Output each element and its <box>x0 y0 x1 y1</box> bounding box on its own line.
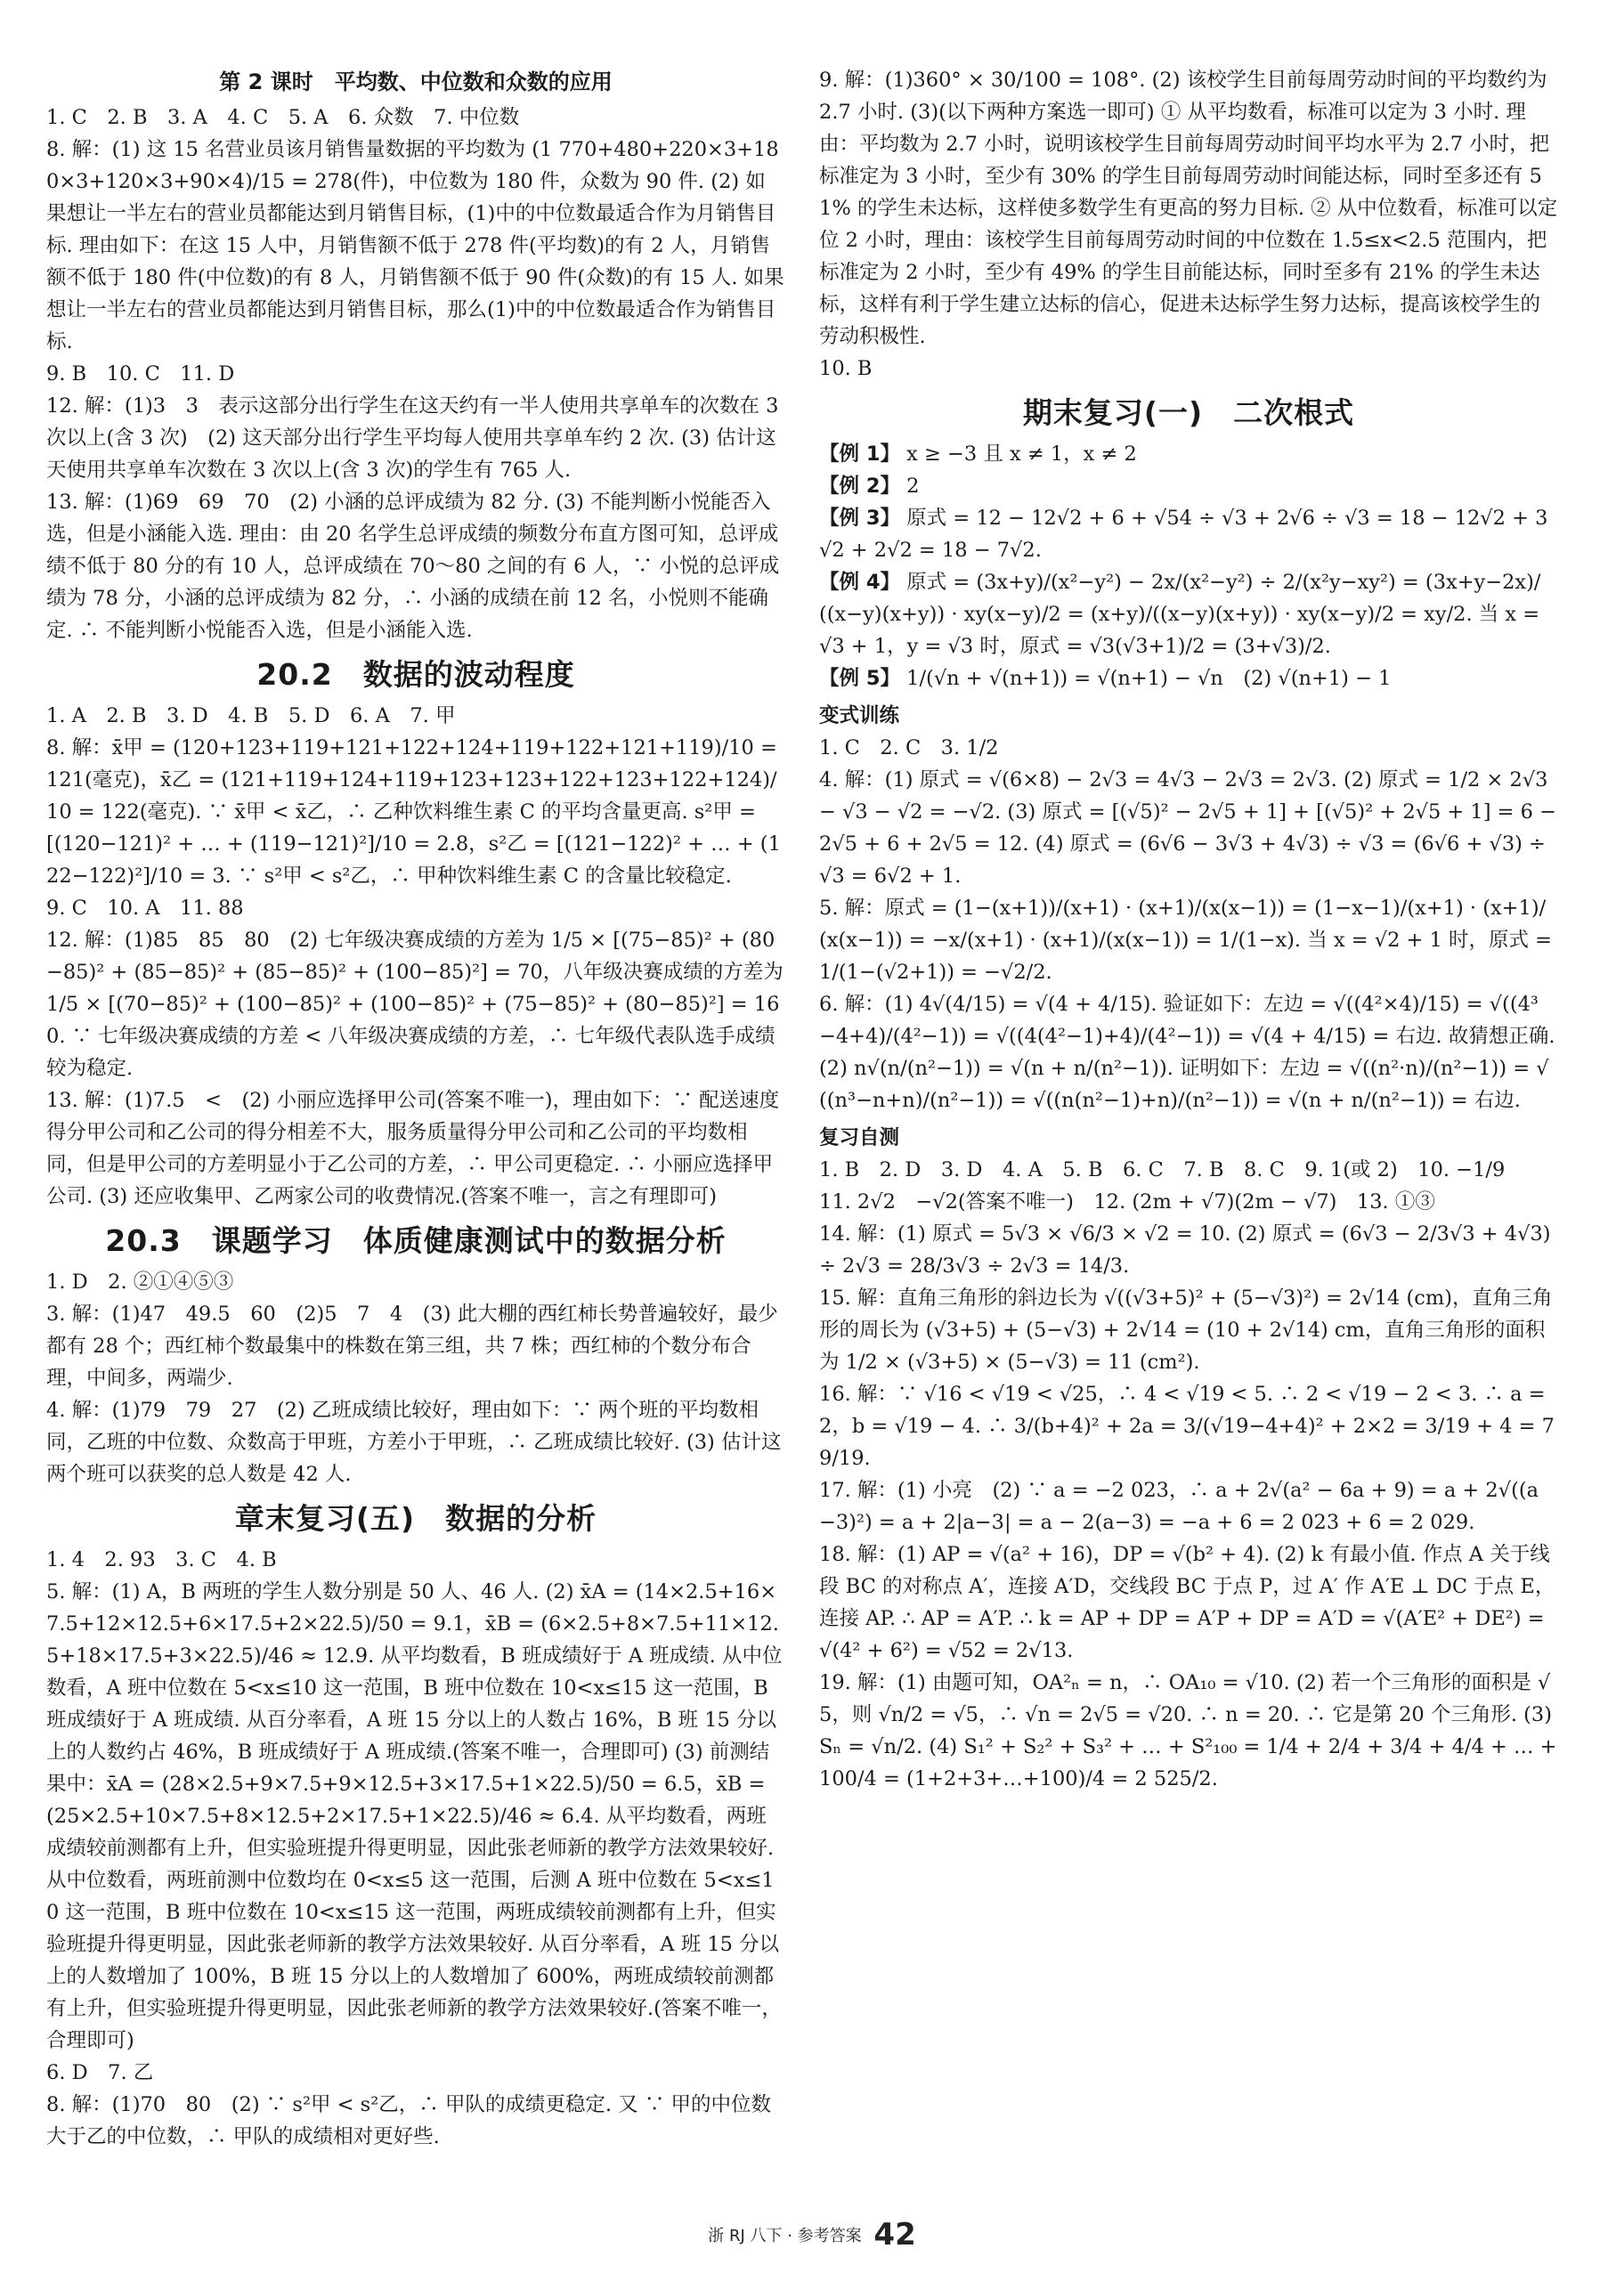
answer-item: 14. 解：(1) 原式 = 5√3 × √6/3 × √2 = 10. (2) 原式 = (6√3 − 2/3√3 + 4√3) ÷ 2√3 = 28/3√3 ÷ 2√3 = 14/3. <box>819 1222 1551 1278</box>
answer-item: 1. C 2. B 3. A 4. C 5. A 6. 众数 7. 中位数 <box>46 106 520 129</box>
answer-item: 1. C 2. C 3. 1/2 <box>819 736 999 759</box>
answer-item: 9. B 10. C 11. D <box>46 362 235 386</box>
answer-item: 12. 解：(1)3 3 表示这部分出行学生在这天约有一半人使用共享单车的次数在 3 次以上(含 3 次) (2) 这天部分出行学生平均每人使用共享单车约 2 次. (3) 估计这天使用共享单车次数在 3 次以上(含 3 次)的学生有 765 人. <box>46 394 779 482</box>
answer-item: 6. 解：(1) 4√(4/15) = √(4 + 4/15). 验证如下：左边 = √((4²×4)/15) = √((4³−4+4)/(4²−1)) = √((4(4²−1)+4)/(4²−1)) = √(4 + 4/15) = 右边. 故猜想正确. (2) n√(n/(n²−1)) = √(n + n/(n²−1)). 证明如下：左边 = √((n²·n)/(n²−1)) = √((n³−n+n)/(n²−1)) = √((n(n²−1)+n)/(n²−1)) = √(n + n/(n²−1)) = 右边. <box>819 993 1555 1112</box>
example-text: 原式 = (3x+y)/(x²−y²) − 2x/(x²−y²) ÷ 2/(x²y−xy²) = (3x+y−2x)/((x−y)(x+y)) · xy(x−y)/2 = (x+y)/((x−y)(x+y)) · xy(x−y)/2 = xy/2. 当 x = √3 + 1，y = √3 时，原式 = √3(√3+1)/2 = (3+√3)/2. <box>819 571 1541 658</box>
section-title: 第 2 课时 平均数、中位数和众数的应用 <box>219 69 613 94</box>
page-footer <box>0 2217 1624 2253</box>
answer-item: 9. C 10. A 11. 88 <box>46 897 244 920</box>
example-text: x ≥ −3 且 x ≠ 1，x ≠ 2 <box>906 442 1137 466</box>
answer-item: 13. 解：(1)7.5 < (2) 小丽应选择甲公司(答案不唯一)，理由如下：∵ 配送速度得分甲公司和乙公司的得分相差不大，服务质量得分甲公司和乙公司的平均数相同，但是甲公司的方差明显小于乙公司的方差，∴ 甲公司更稳定. ∴ 小丽应选择甲公司. (3) 还应收集甲、乙两家公司的收费情况.(答案不唯一，言之有理即可) <box>46 1089 780 1208</box>
example-label: 【例 5】 <box>819 667 900 690</box>
answer-item: 17. 解：(1) 小亮 (2) ∵ a = −2 023，∴ a + 2√(a² − 6a + 9) = a + 2√((a−3)²) = a + 2|a−3| = a − 2(a−3) = −a + 6 = 2 023 + 6 = 2 029. <box>819 1479 1539 1534</box>
answer-item: 4. 解：(1) 原式 = √(6×8) − 2√3 = 4√3 − 2√3 = 2√3. (2) 原式 = 1/2 × 2√3 − √3 − √2 = −√2. (3) 原式 = [(√5)² − 2√5 + 1] + [(√5)² + 2√5 + 1] = 6 − 2√5 + 6 + 2√5 = 12. (4) 原式 = (6√6 − 3√3 + 4√3) ÷ √3 = (6√6 + √3) ÷ √3 = 6√2 + 1. <box>819 768 1557 888</box>
answer-item: 1. A 2. B 3. D 4. B 5. D 6. A 7. 甲 <box>46 704 456 727</box>
book-label: 浙 RJ 八下 · 参考答案 <box>708 2227 862 2245</box>
example-text: 2 <box>906 475 920 498</box>
answer-item: 1. D 2. ②①④⑤③ <box>46 1270 234 1294</box>
chapter-title: 章末复习(五) 数据的分析 <box>234 1501 597 1536</box>
answer-item: 1. B 2. D 3. D 4. A 5. B 6. C 7. B 8. C 9. 1(或 2) 10. −1/9 <box>819 1158 1506 1181</box>
chapter-title: 期末复习(一) 二次根式 <box>1022 395 1355 430</box>
left-column <box>46 64 785 2153</box>
answer-item: 18. 解：(1) AP = √(a² + 16)，DP = √(b² + 4). (2) k 有最小值. 作点 A 关于线段 BC 的对称点 A′，连接 A′D，交线段 BC 于点 P，过 A′ 作 A′E ⊥ DC 于点 E，连接 AP. ∴ AP = A′P. ∴ k = AP + DP = A′P + DP = A′D = √(A′E² + DE²) = √(4² + 6²) = √52 = 2√13. <box>819 1543 1555 1662</box>
example-label: 【例 3】 <box>819 507 900 530</box>
answer-item: 8. 解：x̄甲 = (120+123+119+121+122+124+119+122+121+119)/10 = 121(毫克)，x̄乙 = (121+119+124+119+123+123+122+123+122+124)/10 = 122(毫克). ∵ x̄甲 < x̄乙，∴ 乙种饮料维生素 C 的平均含量更高. s²甲 = [(120−121)² + … + (119−121)²]/10 = 2.8，s²乙 = [(121−122)² + … + (122−122)²]/10 = 3. ∵ s²甲 < s²乙，∴ 甲种饮料维生素 C 的含量比较稳定. <box>46 736 781 888</box>
answer-item: 3. 解：(1)47 49.5 60 (2)5 7 4 (3) 此大棚的西红柿长势普遍较好，最少都有 28 个；西红柿个数最集中的株数在第三组，共 7 株；西红柿的个数分布合理，中间多，两端少. <box>46 1303 778 1390</box>
example-label: 【例 1】 <box>819 442 900 466</box>
subsection-heading: 变式训练 <box>819 704 900 727</box>
answer-item: 11. 2√2 −√2(答案不唯一) 12. (2m + √7)(2m − √7) 13. ①③ <box>819 1190 1435 1214</box>
chapter-title: 20.3 课题学习 体质健康测试中的数据分析 <box>105 1223 727 1258</box>
answer-item: 8. 解：(1) 这 15 名营业员该月销售量数据的平均数为 (1 770+480+220×3+180×3+120×3+90×4)/15 = 278(件)，中位数为 180 件，众数为 90 件. (2) 如果想让一半左右的营业员都能达到月销售目标，(1)中的中位数最适合作为月销售目标. 理由如下：在这 15 人中，月销售额不低于 278 件(平均数)的有 2 人，月销售额不低于 180 件(中位数)的有 8 人，月销售额不低于 90 件(众数)的有 15 人. 如果想让一半左右的营业员都能达到月销售目标，那么(1)中的中位数最适合作为销售目标. <box>46 138 784 353</box>
answer-item: 10. B <box>819 357 873 380</box>
example-text: 1/(√n + √(n+1)) = √(n+1) − √n (2) √(n+1) − 1 <box>906 667 1392 690</box>
answer-item: 19. 解：(1) 由题可知，OA²ₙ = n，∴ OA₁₀ = √10. (2) 若一个三角形的面积是 √5，则 √n/2 = √5，∴ √n = 2√5 = √20. ∴ n = 20. ∴ 它是第 20 个三角形. (3) Sₙ = √n/2. (4) S₁² + S₂² + S₃² + … + S²₁₀₀ = 1/4 + 2/4 + 3/4 + 4/4 + … + 100/4 = (1+2+3+…+100)/4 = 2 525/2. <box>819 1671 1557 1790</box>
answer-item: 12. 解：(1)85 85 80 (2) 七年级决赛成绩的方差为 1/5 × [(75−85)² + (80−85)² + (85−85)² + (85−85)² + (100−85)²] = 70，八年级决赛成绩的方差为 1/5 × [(70−85)² + (100−85)² + (100−85)² + (75−85)² + (80−85)²] = 160. ∵ 七年级决赛成绩的方差 < 八年级决赛成绩的方差，∴ 七年级代表队选手成绩较为稳定. <box>46 929 784 1080</box>
answer-item: 16. 解：∵ √16 < √19 < √25，∴ 4 < √19 < 5. ∴ 2 < √19 − 2 < 3. ∴ a = 2，b = √19 − 4. ∴ 3/(b+4)² + 2a = 3/(√19−4+4)² + 2×2 = 3/19 + 4 = 79/19. <box>819 1383 1555 1470</box>
example-answer <box>819 502 1558 566</box>
example-label: 【例 2】 <box>819 475 900 498</box>
answer-item: 1. 4 2. 93 3. C 4. B <box>46 1548 277 1571</box>
answer-item: 8. 解：(1)70 80 (2) ∵ s²甲 < s²乙，∴ 甲队的成绩更稳定. 又 ∵ 甲的中位数大于乙的中位数，∴ 甲队的成绩相对更好些. <box>46 2093 771 2148</box>
answer-item: 9. 解：(1)360° × 30/100 = 108°. (2) 该校学生目前每周劳动时间的平均数约为 2.7 小时. (3)(以下两种方案选一即可) ① 从平均数看，标准可以定为 3 小时. 理由：平均数为 2.7 小时，说明该校学生目前每周劳动时间平均水平为 2.7 小时，把标准定为 3 小时，至少有 30% 的学生目前每周劳动时间能达标，同时至多还有 51% 的学生未达标，这样使多数学生有更高的努力目标. ② 从中位数看，标准可以定位 2 小时，理由：该校学生目前每周劳动时间的中位数在 1.5≤x<2.5 范围内，把标准定为 2 小时，至少有 49% 的学生目前能达标，同时至多有 21% 的学生未达标，这样有利于学生建立达标的信心，促进未达标学生努力达标，提高该校学生的劳动积极性. <box>819 69 1558 348</box>
example-label: 【例 4】 <box>819 571 900 594</box>
example-answer <box>819 470 1558 502</box>
answer-item: 13. 解：(1)69 69 70 (2) 小涵的总评成绩为 82 分. (3) 不能判断小悦能否入选，但是小涵能入选. 理由：由 20 名学生总评成绩的频数分布直方图可知，总评成绩不低于 80 分的有 10 人，总评成绩在 70～80 之间的有 6 人，∵ 小悦的总评成绩为 78 分，小涵的总评成绩为 82 分，∴ 小涵的成绩在前 12 名，小悦则不能确定. ∴ 不能判断小悦能否入选，但是小涵能入选. <box>46 491 780 642</box>
subsection-heading: 复习自测 <box>819 1126 900 1149</box>
answer-item: 6. D 7. 乙 <box>46 2061 154 2084</box>
example-text: 原式 = 12 − 12√2 + 6 + √54 ÷ √3 + 2√6 ÷ √3 = 18 − 12√2 + 3√2 + 2√2 = 18 − 7√2. <box>819 507 1548 562</box>
answer-item: 15. 解：直角三角形的斜边长为 √((√3+5)² + (5−√3)²) = 2√14 (cm)，直角三角形的周长为 (√3+5) + (5−√3) + 2√14 = (10 + 2√14) cm，直角三角形的面积为 1/2 × (√3+5) × (5−√3) = 11 (cm²). <box>819 1287 1553 1374</box>
page-number: 42 <box>873 2217 916 2253</box>
example-answer <box>819 662 1558 694</box>
right-column <box>819 64 1558 1795</box>
answer-item: 5. 解：(1) A，B 两班的学生人数分别是 50 人、46 人. (2) x̄A = (14×2.5+16×7.5+12×12.5+6×17.5+2×22.5)/50 = 9.1，x̄B = (6×2.5+8×7.5+11×12.5+18×17.5+3×22.5)/46 ≈ 12.9. 从平均数看，B 班成绩好于 A 班成绩. 从中位数看，A 班中位数在 5<x≤10 这一范围，B 班中位数在 10<x≤15 这一范围，B 班成绩好于 A 班成绩. 从百分率看，A 班 15 分以上的人数占 16%，B 班 15 分以上的人数约占 46%，B 班成绩好于 A 班成绩.(答案不唯一，合理即可) (3) 前测结果中：x̄A = (28×2.5+9×7.5+9×12.5+3×17.5+1×22.5)/50 = 6.5，x̄B = (25×2.5+10×7.5+8×12.5+2×17.5+1×22.5)/46 ≈ 6.4. 从平均数看，两班成绩较前测都有上升，但实验班提升得更明显，因此张老师新的教学方法效果较好. 从中位数看，两班前测中位数均在 0<x≤5 这一范围，后测 A 班中位数在 5<x≤10 这一范围，B 班中位数在 10<x≤15 这一范围，两班成绩较前测都有上升，但实验班提升得更明显，因此张老师新的教学方法效果较好. 从百分率看，A 班 15 分以上的人数增加了 100%，B 班 15 分以上的人数增加了 600%，两班成绩较前测都有上升，但实验班提升得更明显，因此张老师新的教学方法效果较好.(答案不唯一，合理即可) <box>46 1580 783 2052</box>
example-answer <box>819 566 1558 662</box>
answer-item: 4. 解：(1)79 79 27 (2) 乙班成绩比较好，理由如下：∵ 两个班的平均数相同，乙班的中位数、众数高于甲班，方差小于甲班，∴ 乙班成绩比较好. (3) 估计这两个班可以获奖的总人数是 42 人. <box>46 1399 782 1486</box>
example-answer <box>819 438 1558 470</box>
chapter-title: 20.2 数据的波动程度 <box>256 657 575 692</box>
answer-item: 5. 解：原式 = (1−(x+1))/(x+1) · (x+1)/(x(x−1)) = (1−x−1)/(x+1) · (x+1)/(x(x−1)) = −x/(x+1) · (x+1)/(x(x−1)) = 1/(1−x). 当 x = √2 + 1 时，原式 = 1/(1−(√2+1)) = −√2/2. <box>819 897 1553 984</box>
